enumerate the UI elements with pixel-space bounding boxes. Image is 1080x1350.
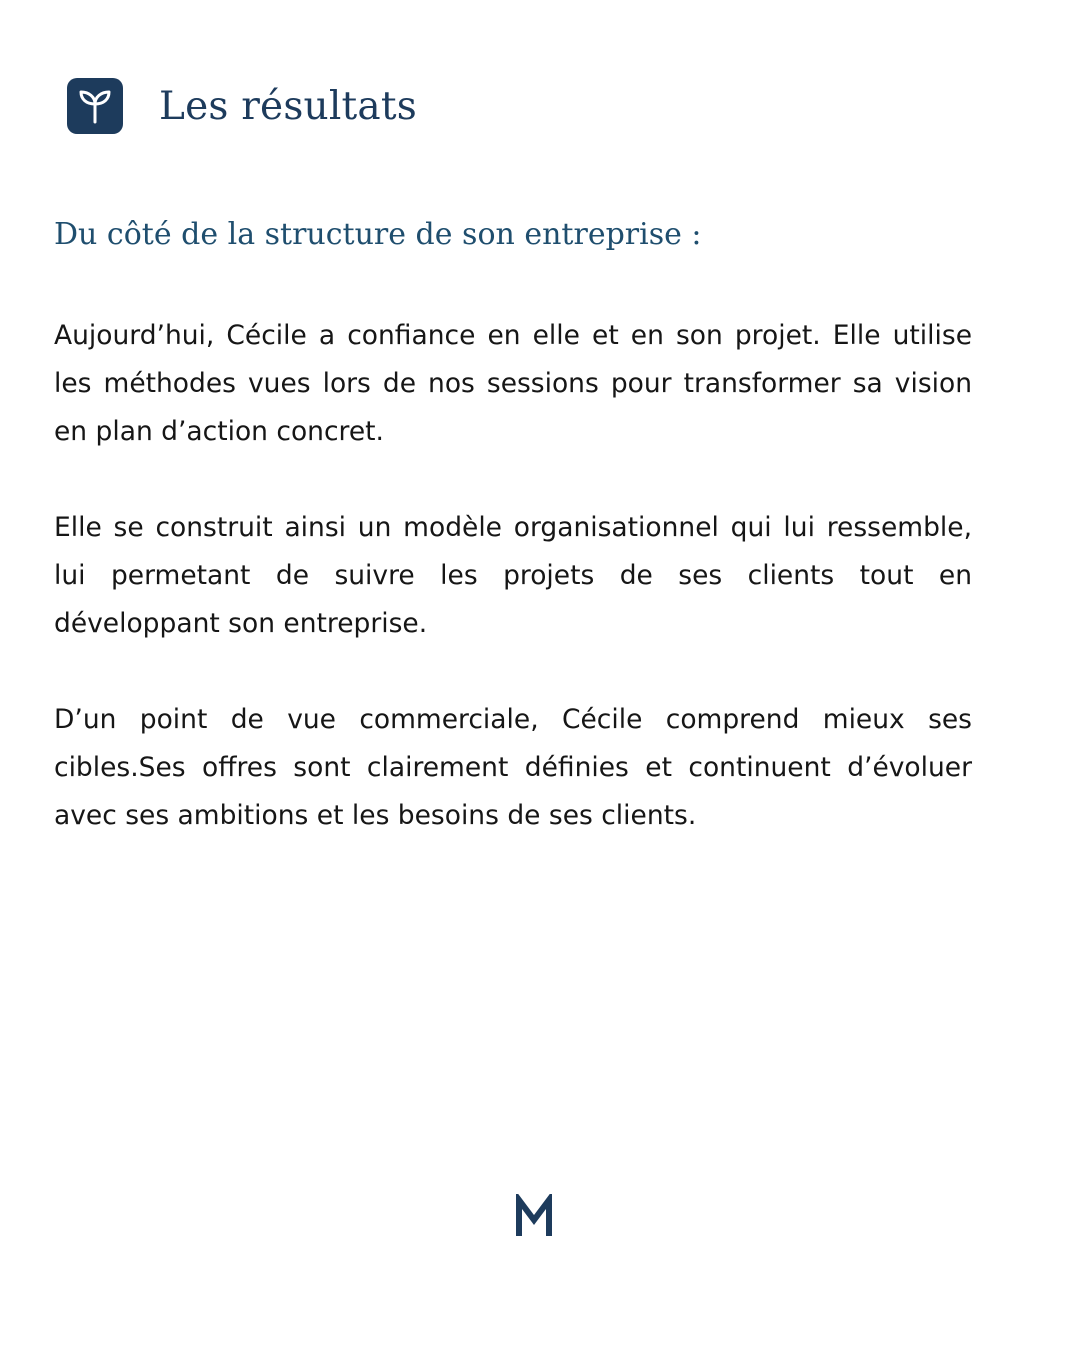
- m-logo-icon: [514, 1194, 554, 1238]
- results-body: [54, 312, 972, 888]
- section-subtitle: Du côté de la structure de son entreprise :: [54, 217, 702, 252]
- sprout-icon: [67, 78, 123, 134]
- page-title: Les résultats: [159, 83, 417, 129]
- paragraph-confidence: Aujourd’hui, Cécile a confiance en elle et en son projet. Elle utilise les méthodes vues lors de nos sessions pour transformer sa vision en plan d’action concret.: [54, 320, 972, 447]
- paragraph-commercial: D’un point de vue commerciale, Cécile comprend mieux ses cibles.Ses offres sont clairement définies et continuent d’évoluer avec ses ambitions et les besoins de ses clients.: [54, 704, 972, 831]
- page-header: [67, 78, 417, 134]
- paragraph-organisation: Elle se construit ainsi un modèle organisationnel qui lui ressemble, lui permetant de suivre les projets de ses clients tout en développant son entreprise.: [54, 512, 972, 639]
